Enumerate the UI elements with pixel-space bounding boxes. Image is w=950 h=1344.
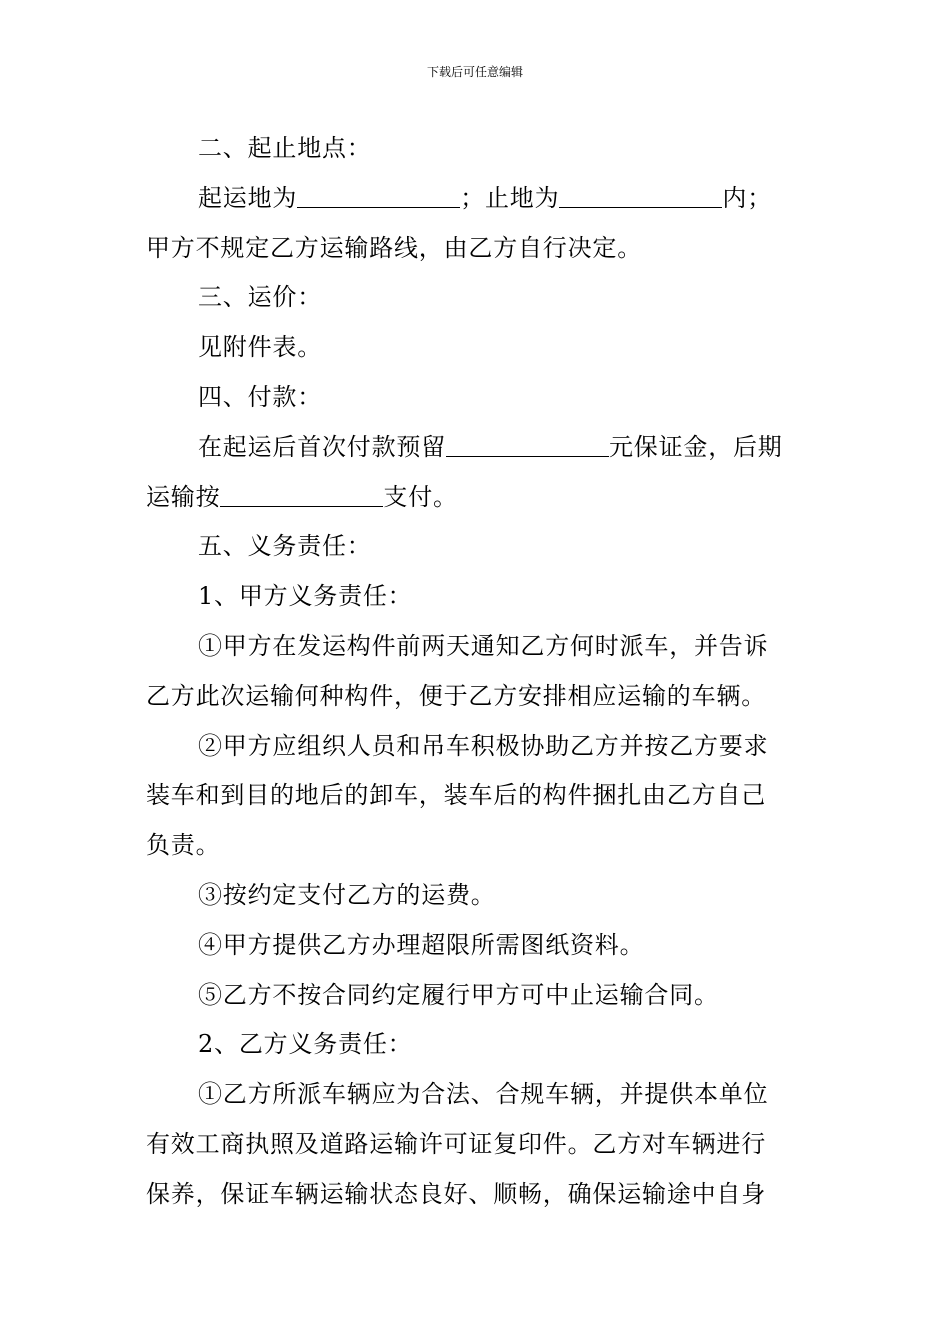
paragraph-line: 甲方不规定乙方运输路线，由乙方自行决定。: [146, 233, 642, 262]
section-heading-payment: 四、付款：: [198, 382, 322, 411]
paragraph-line: 见附件表。: [198, 333, 322, 362]
paragraph-line: ①甲方在发运构件前两天通知乙方何时派车，并告诉: [198, 631, 769, 660]
origin-blank-field: [297, 185, 460, 208]
section-heading-price: 三、运价：: [198, 283, 322, 312]
text-fragment: 元保证金，后期: [609, 432, 783, 461]
section-heading-route: 二、起止地点：: [198, 134, 372, 162]
payment-terms-blank-field: [220, 484, 383, 507]
subsection-heading-party-b: 2、乙方义务责任：: [198, 1030, 413, 1059]
paragraph-line: 乙方此次运输何种构件，便于乙方安排相应运输的车辆。: [146, 681, 766, 710]
text-fragment: 支付。: [383, 482, 458, 511]
deposit-blank-field: [446, 434, 609, 457]
page-header: 下载后可任意编辑: [426, 65, 523, 79]
section-heading-obligations: 五、义务责任：: [198, 532, 372, 561]
text-fragment: ；止地为: [460, 183, 560, 212]
paragraph-line: [146, 174, 810, 224]
paragraph-line: ②甲方应组织人员和吊车积极协助乙方并按乙方要求: [198, 731, 769, 760]
text-fragment: 内；: [722, 183, 773, 212]
destination-blank-field: [559, 185, 722, 208]
text-fragment: 在起运后首次付款预留: [198, 432, 446, 461]
paragraph-line: ①乙方所派车辆应为合法、合规车辆，并提供本单位: [198, 1080, 769, 1109]
text-fragment: 运输按: [146, 482, 221, 511]
paragraph-line: ④甲方提供乙方办理超限所需图纸资料。: [198, 930, 645, 959]
paragraph-line: ⑤乙方不按合同约定履行甲方可中止运输合同。: [198, 980, 719, 1009]
subsection-heading-party-a: 1、甲方义务责任：: [198, 582, 413, 611]
paragraph-line: 装车和到目的地后的卸车，装车后的构件捆扎由乙方自己: [146, 781, 766, 810]
paragraph-line: 有效工商执照及道路运输许可证复印件。乙方对车辆进行: [146, 1129, 766, 1158]
paragraph-line: [146, 423, 810, 473]
text-fragment: 起运地为: [198, 183, 298, 212]
paragraph-line: ③按约定支付乙方的运费。: [198, 880, 496, 909]
paragraph-line: 负责。: [146, 831, 221, 860]
paragraph-line: [146, 473, 810, 523]
document-body: [146, 124, 810, 1220]
paragraph-line: 保养，保证车辆运输状态良好、顺畅，确保运输途中自身: [146, 1179, 766, 1208]
